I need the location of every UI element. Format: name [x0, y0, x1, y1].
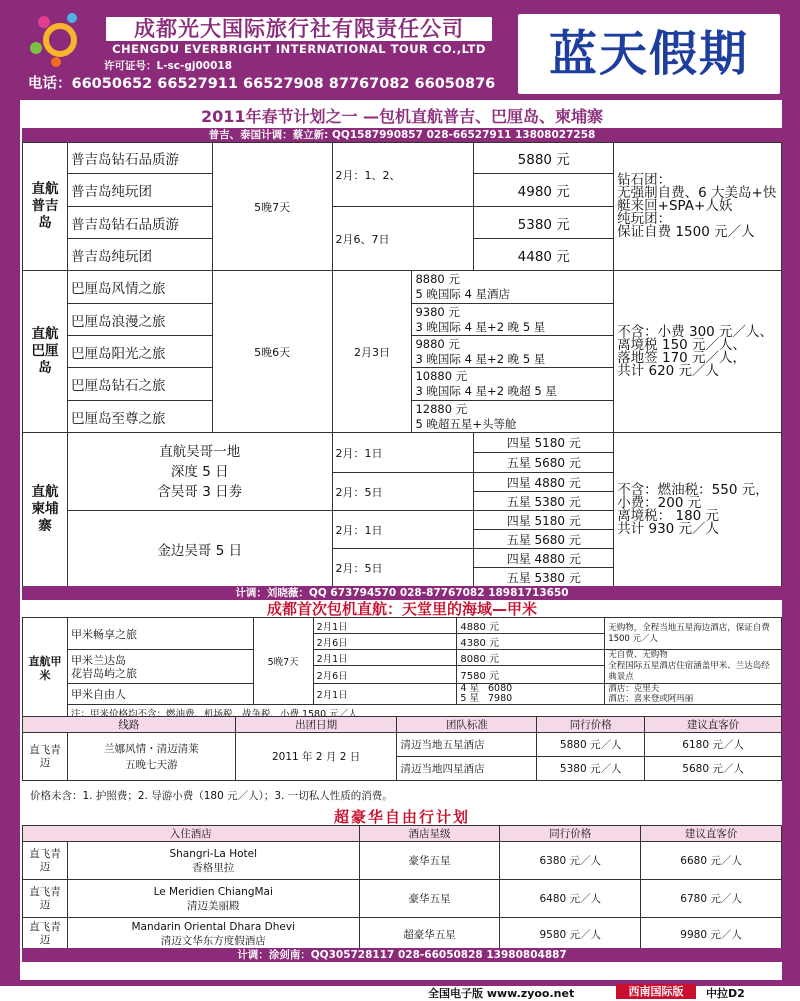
- route-cell: 普吉岛钻石品质游: [67, 143, 212, 174]
- region-krabi: 直航甲米: [23, 618, 68, 721]
- price-cell: 五星 5380 元: [474, 568, 614, 587]
- price-cell: 四星 4880 元: [474, 473, 614, 492]
- date-cell: 2月6、7日: [332, 207, 474, 271]
- duration-cell: 5晚7天: [212, 143, 332, 271]
- krabi-footnote: 注：甲米价格均不含：燃油费、机场税、战争税、小费 1580 元／人: [67, 705, 781, 721]
- price-cell: 6180 元／人: [645, 733, 782, 757]
- route-cell: 巴厘岛风情之旅: [67, 271, 212, 304]
- chiangmai-table: [22, 716, 782, 781]
- chiangmai-excludes: 价格未含：1. 护照费；2. 导游小费（180 元／人）；3. 一切私人性质的消费。: [30, 790, 393, 802]
- region-bali: 直航巴厘岛: [23, 271, 68, 433]
- col-header: 酒店星级: [359, 826, 500, 842]
- price-cell: 4880 元: [457, 618, 605, 634]
- region-cell: 直飞青迈: [23, 918, 68, 951]
- route-cell: 甲米自由人: [67, 684, 253, 705]
- date-cell: 2月6日: [313, 634, 457, 650]
- star-cell: 豪华五星: [359, 842, 500, 880]
- route-cell: 普吉岛钻石品质游: [67, 207, 212, 239]
- col-header: 入住酒店: [23, 826, 360, 842]
- price-cell: 7580 元: [457, 666, 605, 684]
- region-cell: 直飞青迈: [23, 880, 68, 918]
- route-cell: 甲米兰达岛 花岩岛屿之旅: [67, 650, 253, 684]
- price-cell: 5380 元: [474, 207, 614, 239]
- route-cell: 巴厘岛钻石之旅: [67, 368, 212, 401]
- region-cell: 直飞青迈: [23, 842, 68, 880]
- col-header: 建议直客价: [645, 717, 782, 733]
- section4-contact: 计调：涂剑南：QQ305728117 028-66050828 13980804887: [22, 948, 782, 962]
- price-cell: 四星 5180 元: [474, 511, 614, 530]
- date-cell: 2月：1、2、: [332, 143, 474, 207]
- brand-title: 蓝天假期: [518, 14, 780, 94]
- date-cell: 2月1日: [313, 618, 457, 634]
- price-cell: 四星 5180 元: [474, 433, 614, 453]
- price-cell: 6380 元／人: [500, 842, 641, 880]
- hotel-cell: Le Meridien ChiangMai 清迈美丽殿: [67, 880, 359, 918]
- footer-site: 全国电子版 www.zyoo.net: [428, 987, 575, 1000]
- logo-icon: [26, 10, 94, 72]
- region-chiangmai: 直飞青迈: [23, 733, 68, 781]
- date-cell: 2月：5日: [332, 473, 474, 511]
- notes-cell: 钻石团： 无强制自费、6 大美岛+快艇来回+SPA+人妖 纯玩团： 保证自费 1500 元／人: [614, 143, 782, 271]
- price-cell: 五星 5680 元: [474, 453, 614, 473]
- price-cell: 4980 元: [474, 174, 614, 207]
- hotel-cell: Shangri-La Hotel 香格里拉: [67, 842, 359, 880]
- notes-cell: 不含：小费 300 元／人、 离境税 150 元／人、 落地签 170 元／人， 共计 620 元／人: [614, 271, 782, 433]
- notes-cell: 无购物，全程当地五星海边酒店，保证自费 1500 元／人: [605, 618, 782, 650]
- col-header: 建议直客价: [641, 826, 782, 842]
- price-cell: 9580 元／人: [500, 918, 641, 951]
- price-cell: 5680 元／人: [645, 757, 782, 781]
- price-cell: 9380 元 3 晚国际 4 星+2 晚 5 星: [412, 304, 614, 336]
- date-cell: 2月：1日: [332, 433, 474, 473]
- col-header: 同行价格: [537, 717, 645, 733]
- date-cell: 2月：1日: [332, 511, 474, 549]
- route-cell: 甲米畅享之旅: [67, 618, 253, 650]
- price-cell: 6480 元／人: [500, 880, 641, 918]
- price-cell: 9880 元 3 晚国际 4 星+2 晚 5 星: [412, 336, 614, 368]
- price-cell: 五星 5680 元: [474, 530, 614, 549]
- price-cell: 8080 元: [457, 650, 605, 666]
- section2-title: 成都首次包机直航：天堂里的海域—甲米: [266, 600, 537, 618]
- date-cell: 2月1日: [313, 650, 457, 666]
- route-cell: 金边吴哥 5 日: [67, 511, 332, 587]
- route-cell: 普吉岛纯玩团: [67, 174, 212, 207]
- luxury-table: [22, 825, 782, 951]
- section1-contact: 普吉、泰国计调：蔡立新: QQ1587990857 028-66527911 13808027258: [22, 128, 782, 142]
- price-cell: 8880 元 5 晚国际 4 星酒店: [412, 271, 614, 304]
- star-cell: 超豪华五星: [359, 918, 500, 951]
- price-cell: 5880 元／人: [537, 733, 645, 757]
- footer-edition: 西南国际版: [616, 984, 696, 999]
- date-cell: 2月1日: [313, 684, 457, 705]
- license-number: 许可证号：L-sc-gj00018: [104, 60, 233, 72]
- price-cell: 5880 元: [474, 143, 614, 174]
- price-cell: 4480 元: [474, 239, 614, 271]
- price-cell: 五星 5380 元: [474, 492, 614, 511]
- notes-cell: 酒店：克里夫 酒店：喜来登或阿玛丽: [605, 684, 782, 705]
- col-header: 出团日期: [235, 717, 397, 733]
- notes-cell: 不含：燃油税：550 元， 小费：200 元 离境税： 180 元 共计 930 元／人: [614, 433, 782, 587]
- date-cell: 2月：5日: [332, 549, 474, 587]
- region-cambodia: 直航柬埔寨: [23, 433, 68, 587]
- col-header: 团队标准: [397, 717, 537, 733]
- col-header: 同行价格: [500, 826, 641, 842]
- route-cell: 兰娜风情・清迈清莱 五晚七天游: [67, 733, 235, 781]
- date-cell: 2011 年 2 月 2 日: [235, 733, 397, 781]
- date-cell: 2月6日: [313, 666, 457, 684]
- route-cell: 巴厘岛至尊之旅: [67, 401, 212, 433]
- phone-numbers: 电话：66050652 66527911 66527908 87767082 66050876: [28, 76, 496, 92]
- cambodia-table: [22, 432, 782, 587]
- region-phuket: 直航普吉岛: [23, 143, 68, 271]
- price-cell: 4380 元: [457, 634, 605, 650]
- date-cell: 2月3日: [332, 271, 412, 433]
- price-cell: 10880 元 3 晚国际 4 星+2 晚超 5 星: [412, 368, 614, 401]
- price-cell: 四星 4880 元: [474, 549, 614, 568]
- krabi-table: [22, 617, 782, 721]
- company-name-cn: 成都光大国际旅行社有限责任公司: [104, 15, 494, 43]
- hotel-cell: Mandarin Oriental Dhara Dhevi 清迈文华东方度假酒店: [67, 918, 359, 951]
- section4-title: 超豪华自由行计划: [333, 808, 470, 826]
- price-cell: 12880 元 5 晚超五星+头等舱: [412, 401, 614, 433]
- footer-page: 中拉D2: [706, 987, 745, 1000]
- route-cell: 巴厘岛阳光之旅: [67, 336, 212, 368]
- notes-cell: 无自费、无购物 全程国际五星酒店住宿涵盖甲米、兰达岛经典景点: [605, 650, 782, 684]
- col-header: 线路: [23, 717, 236, 733]
- bali-table: [22, 270, 782, 433]
- price-cell: 6780 元／人: [641, 880, 782, 918]
- phuket-table: [22, 142, 782, 271]
- duration-cell: 5晚6天: [212, 271, 332, 433]
- route-cell: 直航吴哥一地 深度 5 日 含吴哥 3 日劵: [67, 433, 332, 511]
- route-cell: 普吉岛纯玩团: [67, 239, 212, 271]
- route-cell: 巴厘岛浪漫之旅: [67, 304, 212, 336]
- section1-title: 2011年春节计划之一 —包机直航普吉、巴厘岛、柬埔寨: [200, 107, 604, 126]
- price-cell: 6680 元／人: [641, 842, 782, 880]
- company-name-en: CHENGDU EVERBRIGHT INTERNATIONAL TOUR CO.,LTD: [112, 42, 486, 56]
- standard-cell: 清迈当地四星酒店: [397, 757, 537, 781]
- section2-contact: 计调：刘晓薇：QQ 673794570 028-87767082 18981713650: [22, 586, 782, 600]
- standard-cell: 清迈当地五星酒店: [397, 733, 537, 757]
- price-cell: 4 星 6080 5 星 7980: [457, 684, 605, 705]
- star-cell: 豪华五星: [359, 880, 500, 918]
- price-cell: 9980 元／人: [641, 918, 782, 951]
- duration-cell: 5晚7天: [253, 618, 313, 705]
- price-cell: 5380 元／人: [537, 757, 645, 781]
